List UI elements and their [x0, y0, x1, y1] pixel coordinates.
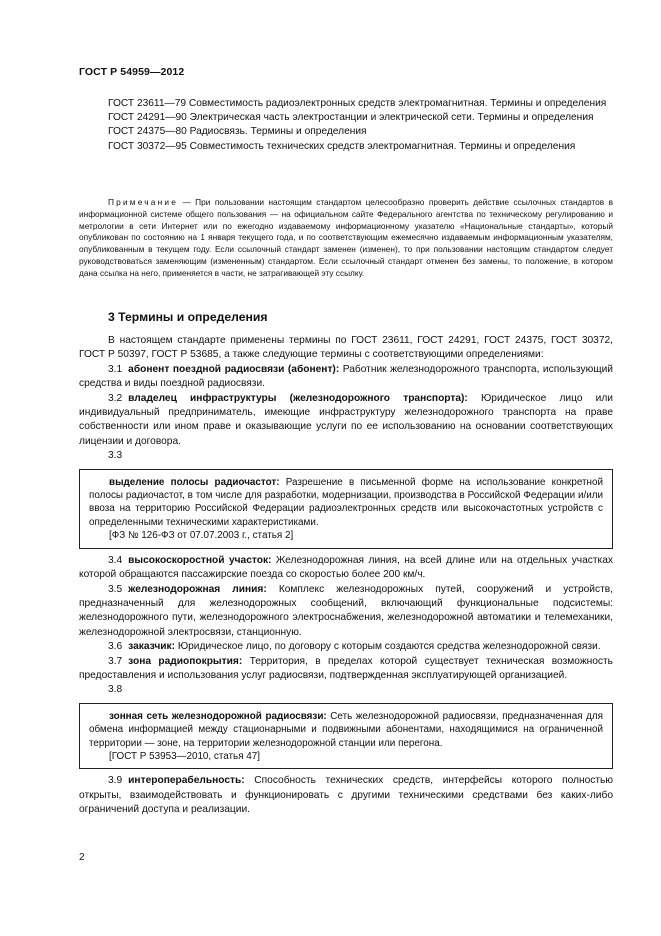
- term-title: железнодорожная линия:: [128, 583, 267, 595]
- section-body: [79, 334, 613, 818]
- term-definition: Юридическое лицо или индивидуальный предприниматель, имеющие инфраструктуру железнодорожного транспорта на праве собственности или ином праве и оказывающие услуги по ее использованию на основании соответствующих лицензии и договора.: [79, 392, 613, 447]
- term-title: владелец инфраструктуры (железнодорожного транспорта):: [128, 392, 468, 404]
- term-definition: Железнодорожная линия, на всей длине или на отдельных участках которой обращаются пассажирские поезда со скоростью более 200 км/ч.: [79, 554, 613, 581]
- term-definition: Юридическое лицо, по договору с которым создаются средства железнодорожной связи.: [175, 641, 601, 653]
- term-definition: Способность технических средств, интерфейсы которого полностью открыты, взаимодействовать и функционировать с другими техническими средствами без каких-либо ограничений доступа и реализации.: [79, 775, 613, 816]
- term-title: заказчик:: [128, 641, 176, 653]
- term-3-6: 3.6 заказчик: Юридическое лицо, по договору с которым создаются средства железнодорожной связи.: [108, 641, 601, 653]
- note-label: Примечание: [108, 197, 179, 207]
- term-definition: Комплекс железнодорожных путей, сооружений и устройств, предназначенный для железнодорожных сообщений, включающий функциональные подсистемы: железнодорожного пути, железнодорожного электроснабжения, железнодорожной автоматики и телемеханики, железнодорожной электросвязи, станционную.: [79, 583, 613, 638]
- term-3-8-number: 3.8: [108, 684, 123, 696]
- term-title: интероперабельность:: [128, 775, 245, 787]
- term-3-3-box: [79, 469, 613, 549]
- reference-item: ГОСТ 24291—90 Электрическая часть электростанции и электрической сети. Термины и определения: [108, 112, 594, 124]
- term-3-4: 3.4 высокоскоростной участок: Железнодорожная линия, на всей длине или на отдельных участках которой обращаются пассажирские поезда со скоростью более 200 км/ч.: [79, 554, 613, 581]
- term-title: высокоскоростной участок:: [128, 554, 272, 566]
- page-number: 2: [79, 852, 85, 863]
- term-title: выделение полосы радиочастот:: [109, 476, 280, 488]
- term-source: [ГОСТ Р 53953—2010, статья 47]: [109, 750, 261, 762]
- term-3-8-box: [79, 703, 613, 770]
- section-intro: В настоящем стандарте применены термины по ГОСТ 23611, ГОСТ 24291, ГОСТ 24375, ГОСТ 30372, ГОСТ Р 50397, ГОСТ Р 53685, а также следующие термины с соответствующими определениями:: [79, 335, 613, 361]
- note-text: — При пользовании настоящим стандартом целесообразно проверить действие ссылочных стандартов в информационной системе общего пользования — на официальном сайте Федерального агентства по техническому регулированию и метрологии в сети Интернет или по ежегодно издаваемому информационному указателю «Национальные стандарты», который опубликован по состоянию на 1 января текущего года, и по соответствующим ежемесячно издаваемым информационным указателям, опубликованным в текущем году. Если ссылочный стандарт заменен (изменен), то при пользовании настоящим стандартом следует руководствоваться заменяющим (измененным) стандартом. Если ссылочный стандарт отменен без замены, то положение, в котором дана ссылка на него, применяется в части, не затрагивающей эту ссылку.: [79, 197, 613, 278]
- term-definition: Территория, в пределах которой существует техническая возможность предоставления и использования услуг радиосвязи, подтвержденная эксплуатирующей организацией.: [79, 655, 613, 681]
- term-3-3-number: 3.3: [108, 450, 123, 462]
- term-3-1: 3.1 абонент поездной радиосвязи (абонент): Работник железнодорожного транспорта, использующий средства и виды поездной радиосвязи.: [79, 363, 613, 390]
- term-3-7: 3.7 зона радиопокрытия: Территория, в пределах которой существует техническая возможность предоставления и использования услуг радиосвязи, подтвержденная эксплуатирующей организацией.: [79, 655, 613, 681]
- references-note: [79, 197, 613, 280]
- normative-references: [79, 97, 613, 154]
- term-source: [ФЗ № 126-ФЗ от 07.07.2003 г., статья 2]: [109, 530, 294, 542]
- term-3-2: 3.2 владелец инфраструктуры (железнодорожного транспорта): Юридическое лицо или индивидуальный предприниматель, имеющие инфраструктуру железнодорожного транспорта на праве собственности или ином праве и оказывающие услуги по ее использованию на основании соответствующих лицензии и договора.: [79, 392, 613, 447]
- reference-item: ГОСТ 24375—80 Радиосвязь. Термины и определения: [108, 126, 367, 138]
- section-heading: [79, 310, 613, 324]
- term-title: абонент поездной радиосвязи (абонент):: [128, 363, 340, 375]
- term-3-9: 3.9 интероперабельность: Способность технических средств, интерфейсы которого полностью открыты, взаимодействовать и функционировать с другими техническими средствами без каких-либо ограничений доступа и реализации.: [79, 775, 613, 816]
- term-definition: Разрешение в письменной форме на использование конкретной полосы радиочастот, в том числе для разработки, модернизации, производства в Российской Федерации и/или ввоза на территорию Российской Федерации радиоэлектронных средств или высокочастотных устройств с определенными техническими характеристиками.: [89, 476, 603, 528]
- term-title: зона радиопокрытия:: [128, 655, 243, 667]
- term-definition: Работник железнодорожного транспорта, использующий средства и виды поездной радиосвязи.: [79, 363, 613, 390]
- reference-item: ГОСТ 30372—95 Совместимость технических средств электромагнитная. Термины и определения: [108, 140, 576, 152]
- section-title: 3 Термины и определения: [108, 310, 268, 324]
- reference-item: ГОСТ 23611—79 Совместимость радиоэлектронных средств электромагнитная. Термины и определения: [108, 98, 607, 109]
- term-definition: Сеть железнодорожной радиосвязи, предназначенная для обмена информацией между стационарными и подвижными абонентами, находящимися на ограниченной территории — зоне, на территории железнодорожной станции или перегона.: [89, 710, 603, 749]
- term-title: зонная сеть железнодорожной радиосвязи:: [109, 710, 327, 722]
- term-3-5: 3.5 железнодорожная линия: Комплекс железнодорожных путей, сооружений и устройств, предназначенный для железнодорожных сообщений, включающий функциональные подсистемы: железнодорожного пути, железнодорожного электроснабжения, железнодорожной автоматики и телемеханики, железнодорожной электросвязи, станционную.: [79, 583, 613, 638]
- document-header: ГОСТ Р 54959—2012: [79, 66, 185, 78]
